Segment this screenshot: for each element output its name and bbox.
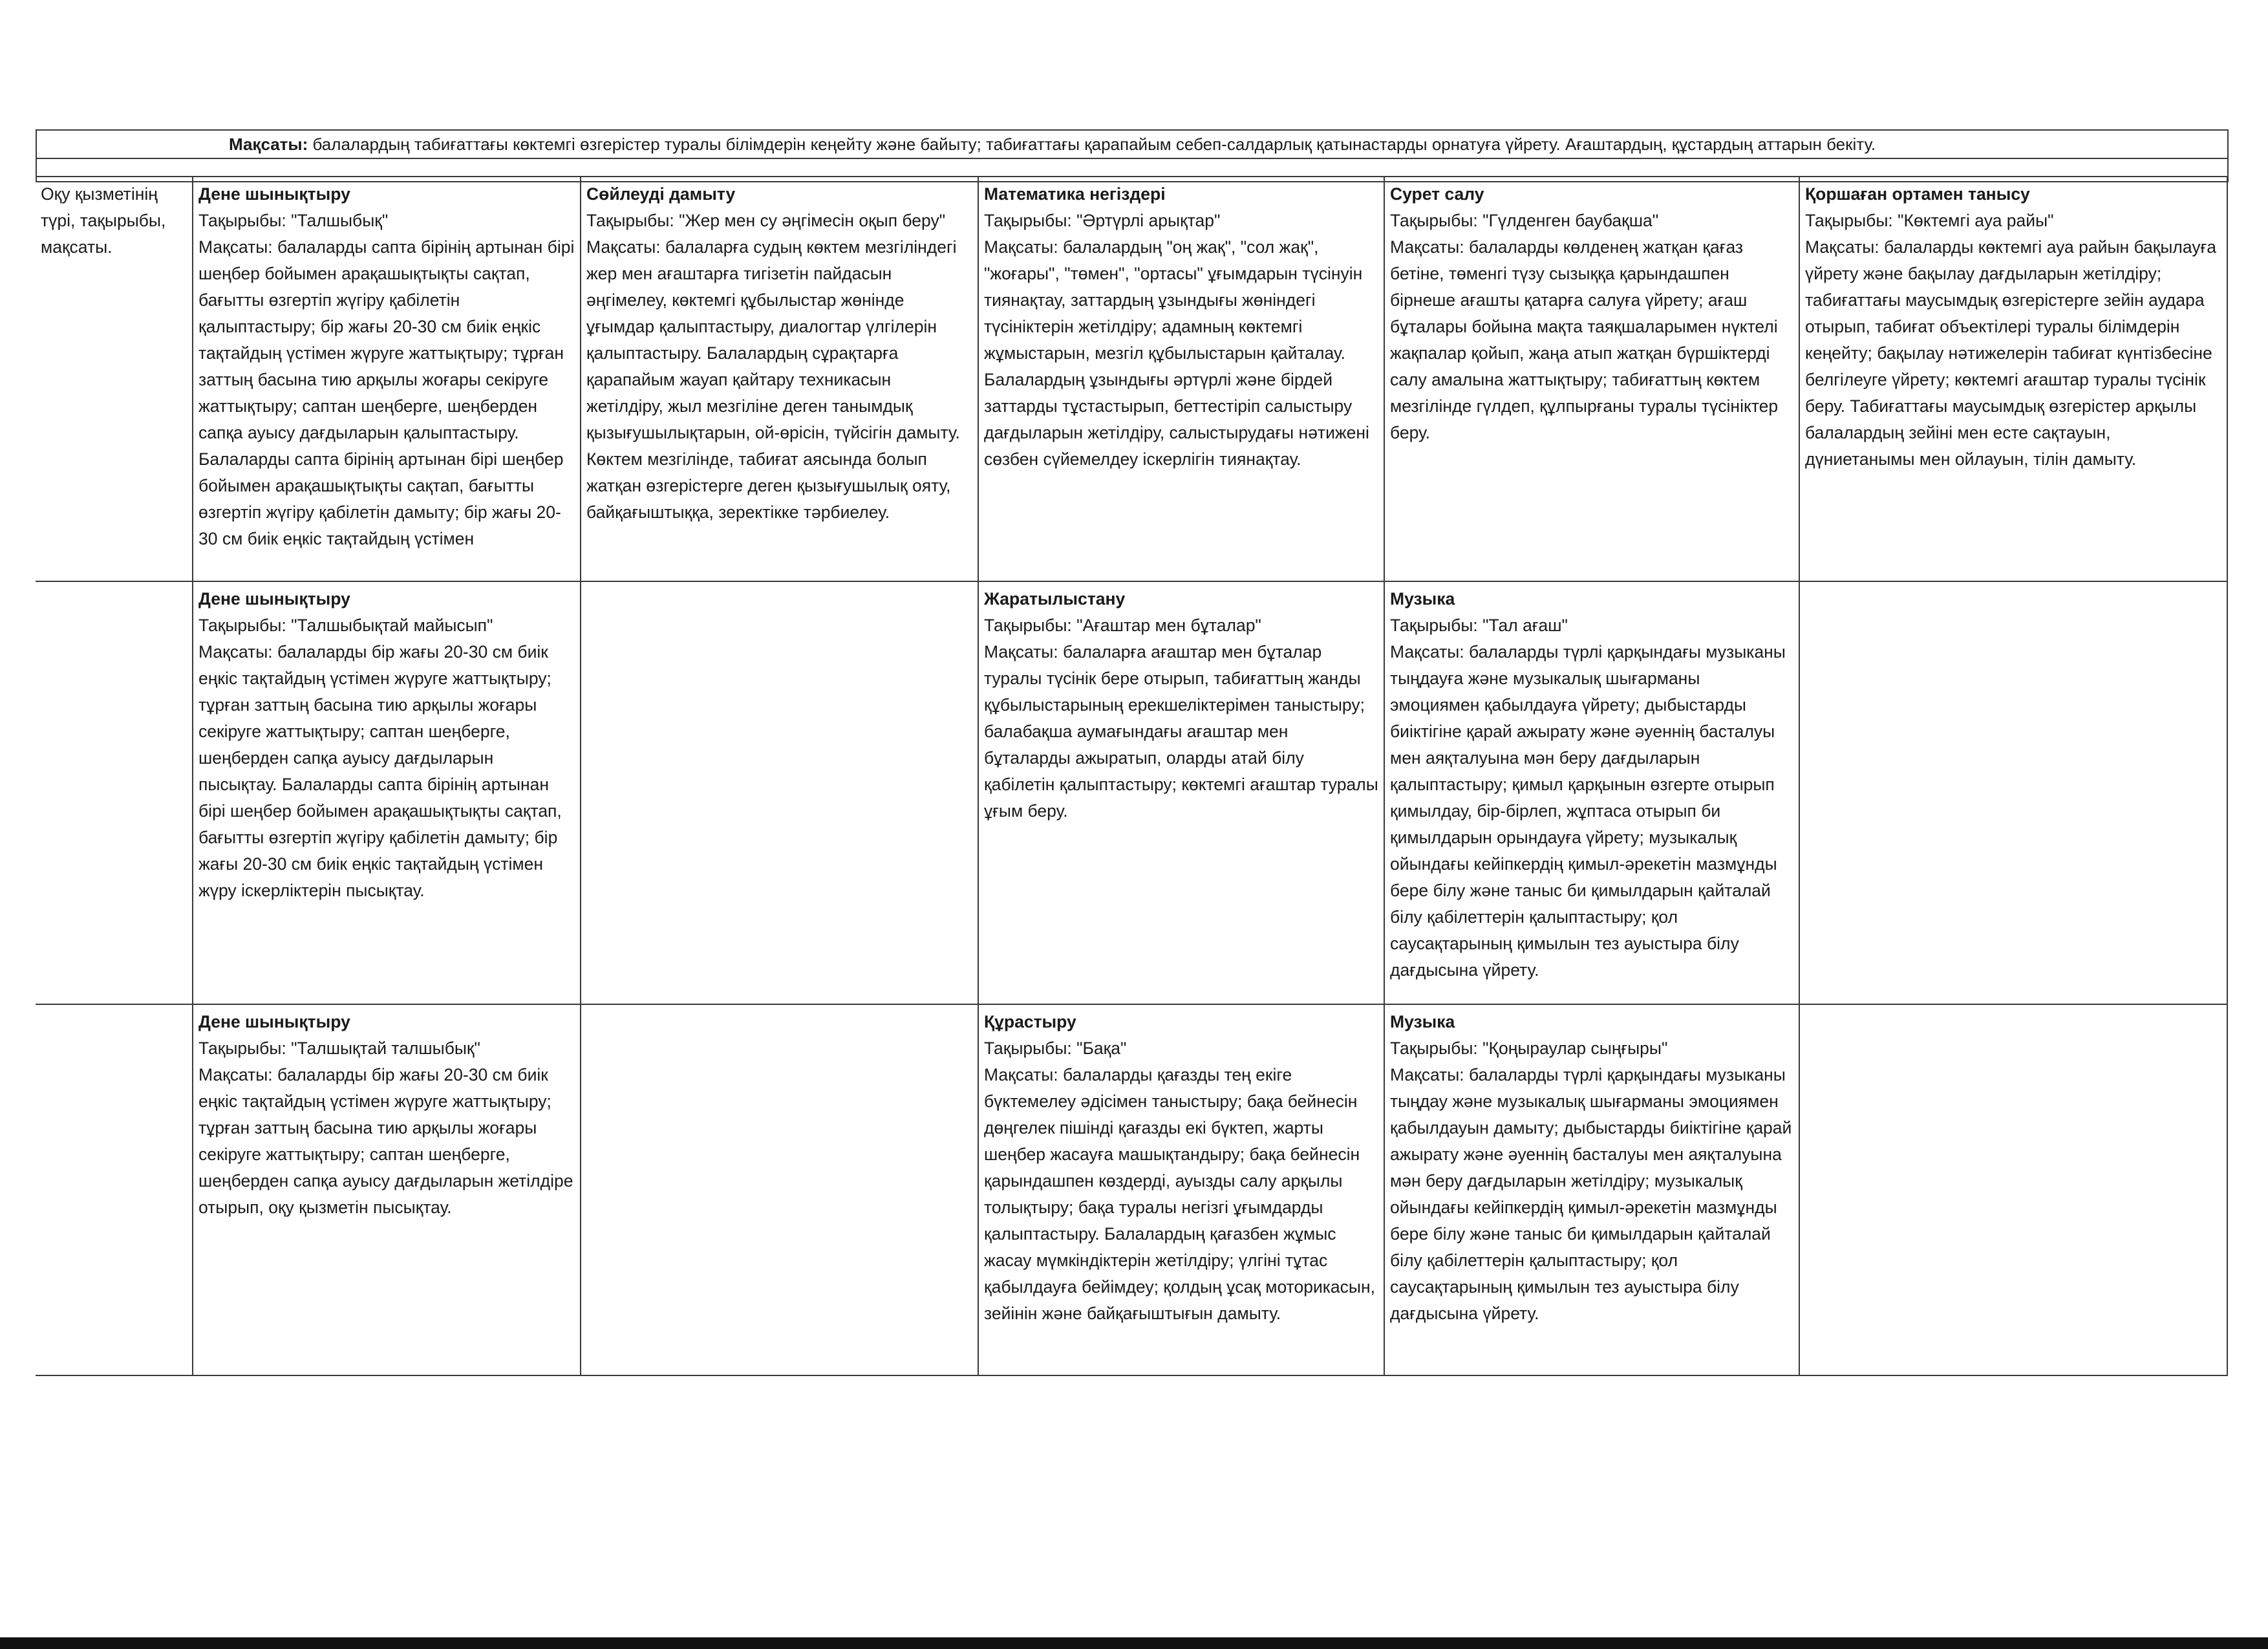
side-empty-cell <box>36 1004 193 1375</box>
goal-spacer-cell <box>36 130 191 158</box>
empty-cell <box>1799 581 2227 1004</box>
scan-edge-bar <box>0 1637 2268 1649</box>
lesson-cell <box>1799 177 2227 581</box>
lesson-subject: Дене шынықтыру <box>198 184 350 204</box>
goal-text: балалардың табиғаттағы көктемгі өзгерістер туралы білімдерін кеңейту және байыту; табиғаттағы қарапайым себеп-салдарлық қатынастарды орнатуға үйрету. Ағаштардың, құстардың аттарын бекіту. <box>312 135 1876 154</box>
lesson-subject: Құрастыру <box>984 1012 1076 1031</box>
lesson-cell <box>978 177 1384 581</box>
lesson-topic: Тақырыбы: "Әртүрлі арықтар" <box>984 211 1221 230</box>
side-label: Оқу қызметінің түрі, тақырыбы, мақсаты. <box>41 184 166 257</box>
side-label-cell <box>36 177 193 581</box>
side-empty-cell <box>36 581 193 1004</box>
goal-label: Мақсаты: <box>229 135 308 154</box>
table-row <box>36 1004 2227 1375</box>
lesson-subject: Математика негіздері <box>984 184 1166 204</box>
lesson-topic: Тақырыбы: "Гүлденген баубақша" <box>1390 211 1659 230</box>
lesson-subject: Музыка <box>1390 1012 1455 1031</box>
lesson-goal: Мақсаты: балаларды бір жағы 20-30 см биік еңкіс тақтайдың үстімен жүруге жаттықтыру; тұрған заттың басына тию арқылы жоғары секіруге жаттықтыру; саптан шеңберге, шеңберден сапқа ауысу дағдыларын жетілдіре отырып, оқу қызметін пысықтау. <box>198 1065 573 1217</box>
lesson-topic: Тақырыбы: "Ағаштар мен бұталар" <box>984 616 1261 635</box>
lesson-subject: Сөйлеуді дамыту <box>586 184 736 204</box>
table-row <box>36 177 2227 581</box>
lesson-goal: Мақсаты: балаларды көктемгі ауа райын бақылауға үйрету және бақылау дағдыларын жетілдіру; табиғаттағы маусымдық өзгерістерге зейін аудара отырып, табиғат объектілері туралы білімдерін кеңейту; бақылау нәтижелерін табиғат күнтізбесіне белгілеуге үйрету; көктемгі ағаштар туралы түсінік беру. Табиғаттағы маусымдық өзгерістер арқылы балалардың зейіні мен есте сақтауын, дүниетанымы мен ойлауын, тілін дамыту. <box>1805 237 2216 469</box>
lesson-goal: Мақсаты: балаларға судың көктем мезгіліндегі жер мен ағаштарға тигізетін пайдасын әңгімелеу, көктемгі құбылыстар жөнінде ұғымдар қалыптастыру, диалогтар үлгілерін қалыптастыру. Балалардың сұрақтарға қарапайым жауап қайтару техникасын жетілдіру, жыл мезгіліне деген танымдық қызығушылықтарын, ой-өрісін, түйсігін дамыту. Көктем мезгілінде, табиғат аясында болып жатқан өзгерістерге деген қызығушылық ояту, байқағыштыққа, зеректікке тәрбиелеу. <box>586 237 960 522</box>
lesson-goal: Мақсаты: балаларды көлденең жатқан қағаз бетіне, төменгі түзу сызыққа қарындашпен бірнеше ағашты қатарға салуға үйрету; ағаш бұталары бойына мақта таяқшаларымен нүктелі жақпалар қойып, жаңа атып жатқан бүршіктерді салу амалына жаттықтыру; табиғаттың көктем мезгілінде гүлдеп, құлпырғаны туралы түсініктер беру. <box>1390 237 1779 442</box>
lesson-cell <box>581 177 978 581</box>
lesson-subject: Сурет салу <box>1390 184 1484 204</box>
lesson-goal: Мақсаты: балаларды бір жағы 20-30 см биік еңкіс тақтайдың үстімен жүруге жаттықтыру; тұрған заттың басына тию арқылы жоғары секіруге жаттықтыру; саптан шеңберге, шеңберден сапқа ауысу дағдыларын пысықтау. Балаларды сапта бірінің артынан бірі шеңбер бойымен арақашықтықты сақтап, бағытты өзгертіп жүгіру қабілетін дамыту; бір жағы 20-30 см биік еңкіс тақтайдың үстімен жүру іскерліктерін пысықтау. <box>198 642 562 900</box>
lesson-goal: Мақсаты: балаларды сапта бірінің артынан бірі шеңбер бойымен арақашықтықты сақтап, бағытты өзгертіп жүгіру қабілетін қалыптастыру; бір жағы 20-30 см биік еңкіс тақтайдың үстімен жүруге жаттықтыру; тұрған заттың басына тию арқылы жоғары секіруге жаттықтыру; саптан шеңберге, шеңберден сапқа ауысу дағдыларын қалыптастыру. Балаларды сапта бірінің артынан бірі шеңбер бойымен арақашықтықты сақтап, бағытты өзгертіп жүгіру қабілетін дамыту; бір жағы 20-30 см биік еңкіс тақтайдың үстімен <box>198 237 575 548</box>
lesson-subject: Жаратылыстану <box>984 589 1126 609</box>
lesson-cell <box>1384 1004 1799 1375</box>
goal-table <box>36 129 2229 182</box>
lesson-topic: Тақырыбы: "Талшықтай талшыбық" <box>198 1039 480 1058</box>
lesson-topic: Тақырыбы: "Бақа" <box>984 1039 1127 1058</box>
goal-cell <box>191 130 2228 158</box>
lesson-topic: Тақырыбы: "Көктемгі ауа райы" <box>1805 211 2054 230</box>
lesson-cell <box>193 177 581 581</box>
lesson-goal: Мақсаты: балалардың "оң жақ", "сол жақ", "жоғары", "төмен", "ортасы" ұғымдарын түсінуін тиянақтау, заттардың ұзындығы жөніндегі түсініктерін жетілдіру; адамның көктемгі жұмыстарын, мезгіл құбылыстарын қайталау. Балалардың ұзындығы әртүрлі және бірдей заттарды тұстастырып, беттестіріп салыстыру дағдыларын жетілдіру, салыстырудағы нәтижені сөзбен сүйемелдеу іскерлігін тиянақтау. <box>984 237 1369 469</box>
lesson-goal: Мақсаты: балаларды түрлі қарқындағы музыканы тыңдауға және музыкалық шығарманы эмоциямен қабылдауға үйрету; дыбыстарды биіктігіне қарай ажырату және әуеннің басталуы мен аяқталуына мән беру дағдыларын қалыптастыру; қимыл қарқынын өзгерте отырып қимылдау, бір-бірлеп, жұптаса отырып би қимылдарын орындауға үйрету; музыкалық ойындағы кейіпкердің қимыл-әрекетін мазмұнды бере білу және таныс би қимылдарын қайталай білу қабілеттерін қалыптастыру; қол саусақтарының қимылын тез ауыстыра білу дағдысына үйрету. <box>1390 642 1786 980</box>
lesson-cell <box>1384 581 1799 1004</box>
lesson-cell <box>193 1004 581 1375</box>
lesson-subject: Қоршаған ортамен танысу <box>1805 184 2030 204</box>
lesson-topic: Тақырыбы: "Жер мен су әңгімесін оқып беру" <box>586 211 946 230</box>
empty-cell <box>1799 1004 2227 1375</box>
lesson-cell <box>978 1004 1384 1375</box>
empty-cell <box>581 581 978 1004</box>
lesson-cell <box>193 581 581 1004</box>
lesson-cell <box>1384 177 1799 581</box>
goal-row <box>36 130 2228 158</box>
lesson-topic: Тақырыбы: "Талшыбық" <box>198 211 389 230</box>
lesson-goal: Мақсаты: балаларға ағаштар мен бұталар туралы түсінік бере отырып, табиғаттың жанды құбылыстарының ерекшеліктерімен таныстыру; балабақша аумағындағы ағаштар мен бұталарды ажыратып, оларды атай білу қабілетін қалыптастыру; көктемгі ағаштар туралы ұғым беру. <box>984 642 1378 821</box>
lesson-goal: Мақсаты: балаларды түрлі қарқындағы музыканы тыңдау және музыкалық шығарманы эмоциямен қабылдауын дамыту; дыбыстарды биіктігіне қарай ажырату және әуеннің басталуы мен аяқталуына мән беру дағдыларын жетілдіру; музыкалық ойындағы кейіпкердің қимыл-әрекетін мазмұнды бере білу және таныс би қимылдарын қайталай білу қабілеттерін қалыптастыру; қол саусақтарының қимылын тез ауыстыра білу дағдысына үйрету. <box>1390 1065 1792 1323</box>
lesson-topic: Тақырыбы: "Қоңыраулар сыңғыры" <box>1390 1039 1668 1058</box>
plan-table <box>36 176 2228 1376</box>
table-row <box>36 581 2227 1004</box>
lesson-subject: Дене шынықтыру <box>198 589 350 609</box>
lesson-goal: Мақсаты: балаларды қағазды тең екіге бүктемелеу әдісімен таныстыру; бақа бейнесін дөңгелек пішінді қағазды екі бүктеп, жарты шеңбер жасауға машықтандыру; бақа бейнесін қарындашпен көздерді, ауызды салу арқылы толықтыру; бақа туралы негізгі ұғымдарды қалыптастыру. Балалардың қағазбен жұмыс жасау мүмкіндіктерін жетілдіру; үлгіні тұтас қабылдауға бейімдеу; қолдың ұсақ моторикасын, зейінін және байқағыштығын дамыту. <box>984 1065 1375 1323</box>
lesson-topic: Тақырыбы: "Тал ағаш" <box>1390 616 1568 635</box>
lesson-topic: Тақырыбы: "Талшыбықтай майысып" <box>198 616 493 635</box>
lesson-subject: Дене шынықтыру <box>198 1012 350 1031</box>
lesson-cell <box>978 581 1384 1004</box>
empty-cell <box>581 1004 978 1375</box>
lesson-subject: Музыка <box>1390 589 1455 609</box>
